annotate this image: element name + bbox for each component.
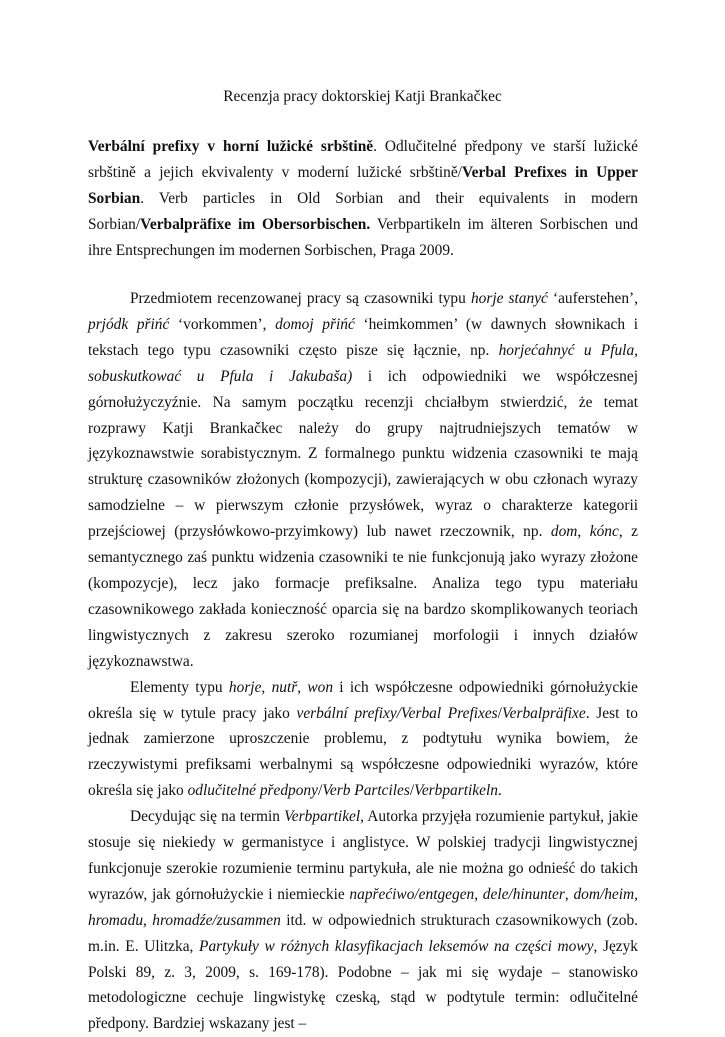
header-run: . Odlučitelné předpony ve starší lužické srbštině a jejich ekvivalenty v moderní lužické srbštině/ bbox=[88, 138, 638, 181]
paragraph-1 bbox=[88, 286, 638, 675]
header-run: Verbalpräfixe im Obersorbischen. bbox=[140, 215, 371, 233]
text-run: kónc bbox=[589, 523, 619, 541]
text-run: , Autorka przyjęła rozumienie partykuł, jakie stosuje się niekiedy w germanistyce i anglistyce. W polskiej tradycji lingwistycznej funkcjonuje szerokie rozumienie terminu partykuła, ale nie można go odnieść do takich wyrazów, jak górnołużyckie i niemieckie bbox=[88, 808, 638, 903]
text-run: dom/heim bbox=[573, 885, 635, 903]
paragraph-2 bbox=[88, 675, 638, 805]
text-run: , bbox=[143, 911, 153, 929]
text-run: ‘auferstehen’, bbox=[547, 290, 638, 307]
text-run: prjódk přińć bbox=[88, 315, 170, 333]
text-run: Przedmiotem recenzowanej pracy są czasowniki typu bbox=[130, 290, 471, 307]
text-run: horje stanyć bbox=[470, 290, 548, 307]
text-run: i ich współczesne odpowiedniki górnołużyckie określa się w tytule pracy jako bbox=[88, 678, 638, 722]
text-run: hromadu bbox=[88, 911, 144, 929]
text-run: Elementy typu bbox=[130, 678, 229, 696]
text-run: Verbalpräfixe bbox=[501, 704, 586, 722]
header-run: . Verb particles in Old Sorbian and their equivalents in modern Sorbian/ bbox=[88, 189, 638, 233]
body-text bbox=[88, 286, 638, 1037]
text-run: horjećahnyć u Pfula, sobuskutkować u Pfula i Jakubaša) bbox=[88, 341, 639, 385]
text-run: Verbpartikeln bbox=[414, 782, 498, 800]
text-run: . bbox=[497, 782, 502, 800]
header-run: Verbální prefixy v horní lužické srbštině bbox=[88, 138, 374, 155]
document-title: Recenzja pracy doktorskiej Katji Brankačkec bbox=[223, 88, 502, 105]
text-run: i ich odpowiedniki we współczesnej górnołużyczyźnie. Na samym początku recenzji chciałbym stwierdzić, że temat rozprawy Katji Brankačkec należy do grupy najtrudniejszych tematów w językoznawstwie sorabistycznym. Z formalnego punktu widzenia czasowniki te mają strukturę czasowników złożonych (kompozycji), zawierających w obu członach wyrazy samodzielne – w pierwszym członie przysłówek, wyraz o charakterze kategorii przejściowej (przysłówkowo-przyimkowy) lub nawet rzeczownik, np. bbox=[88, 367, 638, 541]
header-paragraph bbox=[88, 134, 638, 264]
text-run: Decydując się na termin bbox=[130, 808, 285, 826]
text-run: itd. w odpowiednich strukturach czasownikowych (zob. m.in. E. Ulitzka, bbox=[88, 911, 638, 955]
text-run: / bbox=[497, 704, 502, 722]
text-run: dom bbox=[550, 523, 578, 541]
text-run: dele/hinunter bbox=[482, 885, 565, 903]
text-run: horje bbox=[228, 678, 262, 696]
text-run: verbální prefixy/Verbal Prefixes bbox=[296, 704, 498, 722]
text-run: ‘heimkommen’ (w dawnych słownikach i tekstach tego typu czasowniki często pisze się łącznie, np. bbox=[88, 315, 639, 359]
text-run: hromadźe/zusammen bbox=[152, 911, 281, 929]
text-run: , bbox=[634, 885, 638, 903]
text-run: , bbox=[577, 523, 590, 541]
text-run: Verbpartikel bbox=[284, 808, 361, 826]
text-run: , bbox=[297, 678, 308, 696]
text-run: . Jest to jednak zamierzone uproszczenie problemu, z podtytułu wynika bowiem, że rzeczywistymi prefiksami werbalnymi są współczesne odpowiedniki wyrazów, które określa się jako bbox=[88, 704, 638, 800]
text-run: , Język Polski 89, z. 3, 2009, s. 169-178). Podobne – jak mi się wydaje – stanowisko metodologiczne cechuje lingwistykę czeską, stąd w podtytule termin: odlučitelné předpony. Bardziej wskazany jest – bbox=[88, 937, 638, 1033]
text-run: / bbox=[409, 782, 415, 800]
text-run: , bbox=[564, 885, 574, 903]
text-run: nutř bbox=[271, 678, 298, 696]
text-run: , bbox=[261, 678, 272, 696]
text-run: Verb Partciles bbox=[322, 782, 410, 800]
text-run: / bbox=[317, 782, 323, 800]
paragraph-3 bbox=[88, 804, 638, 1037]
text-run: napřećiwo/entgegen bbox=[349, 885, 475, 903]
text-run: , bbox=[474, 885, 483, 903]
text-run: ‘vorkommen’, bbox=[169, 315, 276, 333]
text-run: odlučitelné předpony bbox=[187, 782, 318, 800]
header-run: Verbpartikeln im älteren Sorbischen und ihre Entsprechungen im modernen Sorbischen, Praga 2009. bbox=[88, 215, 638, 259]
text-run: , z semantycznego zaś punktu widzenia czasowniki te nie funkcjonują jako wyrazy złożone (kompozycje), lecz jako formacje prefiksalne. Analiza tego typu materiału czasownikowego zakłada konieczność oparcia się na bardzo skomplikowanych teoriach lingwistycznych z zakresu szeroko rozumianej morfologii i innych działów językoznawstwa. bbox=[88, 523, 638, 670]
text-run: won bbox=[307, 678, 334, 696]
header-run: Verbal Prefixes in Upper Sorbian bbox=[88, 163, 639, 207]
text-run: domoj přińć bbox=[275, 315, 355, 333]
text-run: Partykuły w różnych klasyfikacjach leksemów na części mowy bbox=[199, 937, 594, 955]
